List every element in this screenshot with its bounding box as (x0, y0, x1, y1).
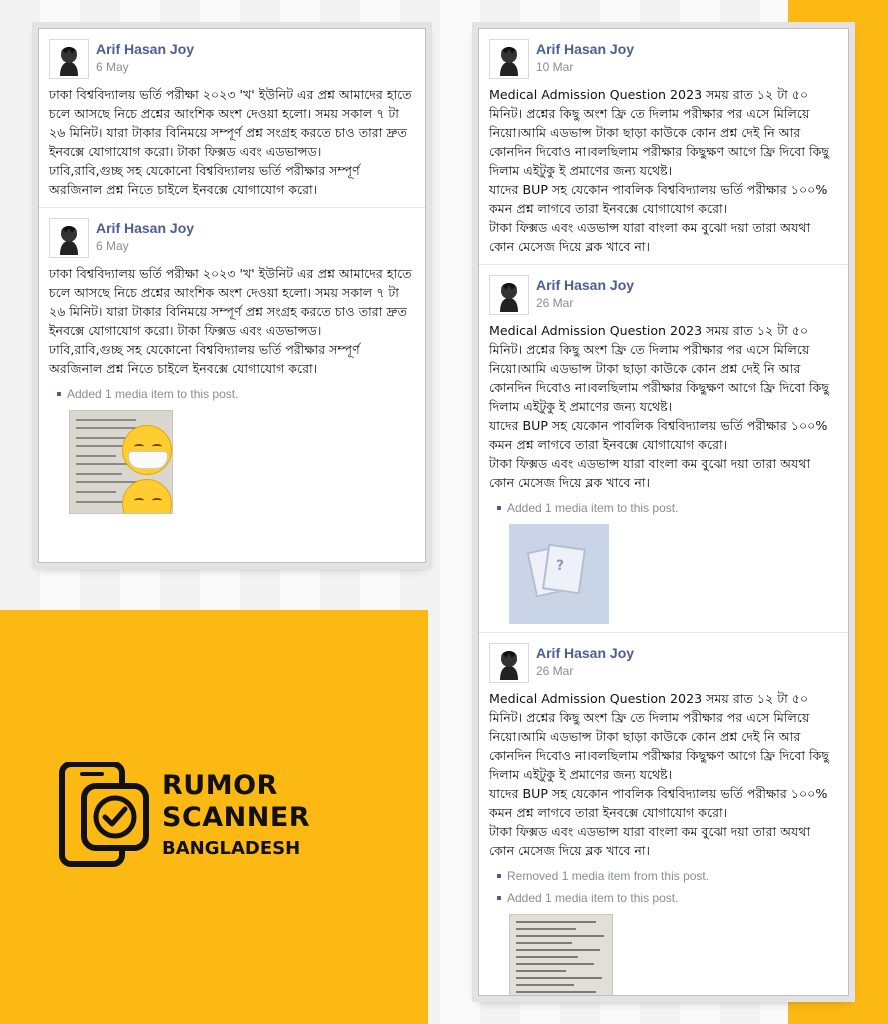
avatar-silhouette-icon (50, 219, 88, 257)
media-added-note: Added 1 media item to this post. (49, 384, 415, 404)
post-text: Medical Admission Question 2023 সময় রাত ১২ টা ৫০ মিনিট। প্রশ্নের কিছু অংশ ফ্রি তে দিলাম পরীক্ষার পর এসে মিলিয়ে নিয়ো।আমি এডভান্স টাকা ছাড়া কাউকে কোন প্রশ্ন দেই নি আর কোনদিন দিবোও না।বলছিলাম পরীক্ষার কিছুক্ষণ আগে ফ্রি দিবো কিছু দিলাম এইটুকু ই প্রমাণের জন্য যথেষ্ট। যাদের BUP সহ যেকোন পাবলিক বিশ্ববিদ্যালয় ভর্তি পরীক্ষার ১০০% কমন প্রশ্ন লাগবে তারা ইনবক্সে যোগাযোগ করো। টাকা ফিক্সড এবং এডভান্স যারা বাংলা কম বুঝো দয়া তারা অযথা কোন মেসেজ দিয়ে ব্লক খাবে না। (489, 87, 830, 254)
avatar[interactable] (489, 39, 529, 79)
post-history-panel-left (38, 28, 426, 563)
avatar[interactable] (49, 39, 89, 79)
avatar[interactable] (489, 643, 529, 683)
post (479, 633, 848, 996)
masked-face-emoji-icon (122, 425, 172, 475)
post-text: ঢাকা বিশ্ববিদ্যালয় ভর্তি পরীক্ষা ২০২৩ 'খ' ইউনিট এর প্রশ্ন আমাদের হাতে চলে আসছে নিচে প্রশ্নের আংশিক অংশ দেওয়া হলো। সময় সকাল ৭ টা ২৬ মিনিট। যারা টাকার বিনিময়ে সম্পূর্ণ প্রশ্ন সংগ্রহ করতে চাও তারা দ্রুত ইনবক্সে যোগাযোগ করো। টাকা ফিক্সড এবং এডভান্সড। ঢাবি,রাবি,গুচ্ছ সহ যেকোনো বিশ্ববিদ্যালয় ভর্তি পরীক্ষার সম্পূর্ণ অরজিনাল প্রশ্ন নিতে চাইলে ইনবক্সে যোগাযোগ করো। (49, 266, 412, 376)
avatar[interactable] (49, 218, 89, 258)
author-name[interactable]: Arif Hasan Joy (96, 220, 195, 236)
author-name[interactable]: Arif Hasan Joy (536, 41, 635, 57)
rumor-scanner-logo (58, 762, 328, 872)
media-thumbnail[interactable] (509, 914, 838, 996)
author-name[interactable]: Arif Hasan Joy (96, 41, 195, 57)
avatar-silhouette-icon (490, 40, 528, 78)
post (39, 208, 425, 522)
phone-check-logo-icon (58, 762, 154, 872)
media-thumbnail[interactable] (69, 410, 415, 514)
avatar-silhouette-icon (490, 644, 528, 682)
avatar[interactable] (489, 275, 529, 315)
media-removed-note: Removed 1 media item from this post. (489, 866, 838, 886)
post-date[interactable]: 10 Mar (536, 60, 574, 74)
post-date[interactable]: 26 Mar (536, 296, 574, 310)
media-thumbnail[interactable] (509, 524, 838, 624)
post-date[interactable]: 6 May (96, 60, 129, 74)
post-text: Medical Admission Question 2023 সময় রাত ১২ টা ৫০ মিনিট। প্রশ্নের কিছু অংশ ফ্রি তে দিলাম পরীক্ষার পর এসে মিলিয়ে নিয়ো।আমি এডভান্স টাকা ছাড়া কাউকে কোন প্রশ্ন দেই নি আর কোনদিন দিবোও না।বলছিলাম পরীক্ষার কিছুক্ষণ আগে ফ্রি দিবো কিছু দিলাম এইটুকু ই প্রমাণের জন্য যথেষ্ট। যাদের BUP সহ যেকোন পাবলিক বিশ্ববিদ্যালয় ভর্তি পরীক্ষার ১০০% কমন প্রশ্ন লাগবে তারা ইনবক্সে যোগাযোগ করো। টাকা ফিক্সড এবং এডভান্স যারা বাংলা কম বুঝো দয়া তারা অযথা কোন মেসেজ দিয়ে ব্লক খাবে না। (489, 691, 830, 858)
post-text: ঢাকা বিশ্ববিদ্যালয় ভর্তি পরীক্ষা ২০২৩ 'খ' ইউনিট এর প্রশ্ন আমাদের হাতে চলে আসছে নিচে প্রশ্নের আংশিক অংশ দেওয়া হলো। সময় সকাল ৭ টা ২৬ মিনিট। যারা টাকার বিনিময়ে সম্পূর্ণ প্রশ্ন সংগ্রহ করতে চাও তারা দ্রুত ইনবক্সে যোগাযোগ করো। টাকা ফিক্সড এবং এডভান্সড। ঢাবি,রাবি,গুচ্ছ সহ যেকোনো বিশ্ববিদ্যালয় ভর্তি পরীক্ষার সম্পূর্ণ অরজিনাল প্রশ্ন নিতে চাইলে ইনবক্সে যোগাযোগ করো। (49, 87, 412, 197)
missing-image-placeholder-icon: ? (509, 524, 609, 624)
post (479, 265, 848, 633)
logo-line-rumor: RUMOR (162, 770, 278, 801)
post-history-panel-right (478, 28, 849, 996)
author-name[interactable]: Arif Hasan Joy (536, 645, 635, 661)
post (479, 29, 848, 265)
logo-line-scanner: SCANNER (162, 802, 311, 833)
post-date[interactable]: 6 May (96, 239, 129, 253)
post (39, 29, 425, 208)
smiling-face-emoji-icon (122, 479, 172, 514)
post-date[interactable]: 26 Mar (536, 664, 574, 678)
post-text: Medical Admission Question 2023 সময় রাত ১২ টা ৫০ মিনিট। প্রশ্নের কিছু অংশ ফ্রি তে দিলাম পরীক্ষার পর এসে মিলিয়ে নিয়ো।আমি এডভান্স টাকা ছাড়া কাউকে কোন প্রশ্ন দেই নি আর কোনদিন দিবোও না।বলছিলাম পরীক্ষার কিছুক্ষণ আগে ফ্রি দিবো কিছু দিলাম এইটুকু ই প্রমাণের জন্য যথেষ্ট। যাদের BUP সহ যেকোন পাবলিক বিশ্ববিদ্যালয় ভর্তি পরীক্ষার ১০০% কমন প্রশ্ন লাগবে তারা ইনবক্সে যোগাযোগ করো। টাকা ফিক্সড এবং এডভান্স যারা বাংলা কম বুঝো দয়া তারা অযথা কোন মেসেজ দিয়ে ব্লক খাবে না। (489, 323, 830, 490)
question-paper-photo (509, 914, 613, 996)
avatar-silhouette-icon (50, 40, 88, 78)
media-added-note: Added 1 media item to this post. (489, 888, 838, 908)
author-name[interactable]: Arif Hasan Joy (536, 277, 635, 293)
avatar-silhouette-icon (490, 276, 528, 314)
question-paper-photo (69, 410, 173, 514)
media-added-note: Added 1 media item to this post. (489, 498, 838, 518)
logo-line-bangladesh: BANGLADESH (162, 838, 301, 859)
